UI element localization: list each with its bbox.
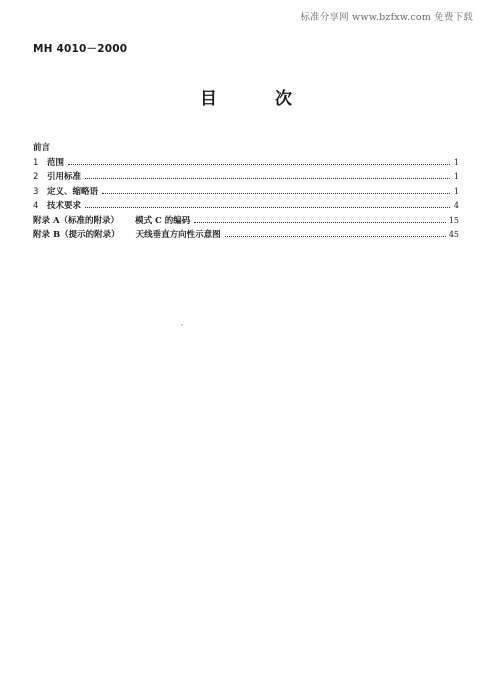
toc-entry-number: 1	[33, 158, 39, 168]
toc-entry-label	[33, 214, 190, 228]
toc-leader-dots	[194, 222, 446, 223]
toc-entry-appendix-a[interactable]	[33, 214, 459, 228]
toc-entry-title: 范围	[47, 158, 65, 168]
toc-entry-1[interactable]	[33, 156, 459, 170]
toc-leader-dots	[85, 178, 450, 179]
toc-entry-label	[33, 185, 98, 199]
table-of-contents	[33, 141, 459, 242]
toc-entry-label	[33, 156, 64, 170]
page-title: 目 次	[200, 89, 318, 109]
toc-entry-page: 45	[448, 229, 459, 239]
toc-entry-title: 附录 B（提示的附录）	[33, 229, 120, 240]
watermark: 标准分享网 www.bzfxw.com 免费下载	[300, 12, 473, 23]
toc-entry-title: 引用标准	[47, 172, 82, 183]
toc-entry-3[interactable]	[33, 185, 459, 199]
toc-entry-title: 技术要求	[47, 201, 82, 212]
toc-entry-title: 附录 A（标准的附录）	[33, 215, 120, 226]
toc-entry-page: 4	[453, 201, 459, 211]
toc-preface[interactable]: 前言	[33, 143, 51, 153]
toc-entry-page: 15	[448, 215, 459, 225]
toc-entry-number: 3	[33, 186, 39, 197]
toc-entry-page: 1	[453, 186, 459, 196]
toc-entry-subtitle: 天线垂直方向性示意图	[135, 229, 221, 240]
toc-entry-label	[33, 199, 81, 213]
toc-entry-subtitle: 模式 C 的编码	[135, 215, 191, 226]
toc-entry-2[interactable]	[33, 170, 459, 184]
toc-entry-appendix-b[interactable]	[33, 228, 459, 242]
scan-speck	[181, 324, 183, 326]
toc-leader-dots	[225, 236, 446, 237]
toc-leader-dots	[85, 207, 450, 208]
toc-entry-label	[33, 228, 221, 242]
toc-entry-number: 4	[33, 201, 39, 212]
toc-entry-4[interactable]	[33, 199, 459, 213]
toc-entry-number: 2	[33, 172, 39, 183]
toc-leader-dots	[102, 193, 450, 194]
toc-entry-page: 1	[453, 172, 459, 182]
toc-entry-title: 定义、缩略语	[47, 186, 99, 197]
standard-code: MH 4010－2000	[33, 43, 128, 55]
toc-entry-label	[33, 170, 81, 184]
toc-entry-page: 1	[453, 158, 459, 167]
toc-leader-dots	[68, 164, 450, 165]
